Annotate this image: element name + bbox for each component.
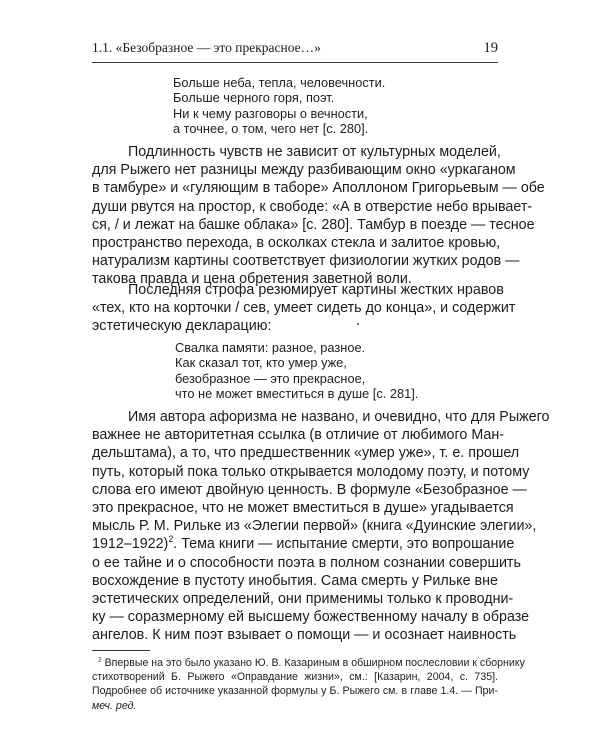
poem-line: что не может вместиться в душе [с. 281]. — [175, 386, 419, 402]
footnote-line — [92, 699, 498, 713]
paragraph-3 — [92, 408, 550, 644]
text-fragment: 1912–1922) — [92, 536, 169, 553]
text-line: натурализм картины соответствует физиологии жутких родов — — [92, 253, 520, 270]
footnote-italic-note: меч. ред. — [92, 699, 137, 712]
text-line: для Рыжего нет разницы между разбивающим окно «уркаганом — [92, 162, 516, 179]
poem-quote-1 — [173, 75, 385, 137]
header-rule — [92, 62, 498, 63]
footnote-marker: 2 — [98, 656, 102, 664]
text-line: мысль Р. М. Рильке из «Элегии первой» (книга «Дуинские элегии», — [92, 518, 537, 535]
text-line: пространство перехода, в осколках стекла и залитое кровью, — [92, 234, 501, 251]
footnote-line: Подробнее об источнике указанной формулы у Б. Рыжего см. в главе 1.4. — При- — [92, 685, 498, 698]
text-line: в тамбуре» и «гуляющим в таборе» Аполлоном Григорьевым — обе — [92, 180, 545, 197]
footnote — [92, 656, 525, 713]
poem-line: Больше неба, тепла, человечности. — [173, 75, 386, 90]
footnote-text: Впервые на это было указано Ю. В. Казариным в обширном послесловии к сборнику — [104, 657, 525, 669]
text-line: такова правда и цена обретения заветной воли. — [92, 271, 412, 288]
text-line: ся, / и лежат на башке облака» [с. 280]. Тамбур в поезде — тесное — [92, 216, 535, 233]
text-line: души рвутся на простор, к свободе: «А в отверстие небо врывает- — [92, 198, 533, 215]
running-header — [92, 40, 498, 60]
text-line: Имя автора афоризма не названо, и очевидно, что для Рыжего — [128, 409, 550, 425]
text-line: ку — соразмерному ей высшему божественному началу в образе — [92, 609, 530, 626]
text-line — [92, 534, 515, 553]
footnote-reference[interactable]: 2 — [168, 534, 174, 545]
poem-line: Ни к чему разговоры о вечности, — [173, 105, 368, 121]
text-fragment: . Тема книги — испытание смерти, это вопрошание — [173, 536, 515, 553]
text-line: ангелов. К ним поэт взывает о помощи — и осознает наивность — [92, 627, 517, 644]
text-line: дельштама), а то, что предшественник «умер уже», т. е. прошел — [92, 445, 520, 462]
footnote-line: стихотворений Б. Рыжего «Оправдание жизни», см.: [Казарин, 2004, с. 735]. — [92, 671, 498, 684]
paragraph-2 — [92, 281, 516, 336]
text-line: слова его имеют двойную ценность. В формуле «Безобразное — — [92, 481, 527, 498]
poem-quote-2 — [175, 340, 418, 402]
text-line: восхождение в пустоту инобытия. Сама смерть у Рильке вне — [92, 572, 498, 589]
text-line: Последняя строфа резюмирует картины жестких нравов — [128, 282, 504, 298]
text-line: о ее тайне и о способности поэта в полном сознании совершить — [92, 554, 521, 571]
footnote-rule — [92, 650, 150, 651]
text-line: путь, который пока только открывается молодому поэту, и потому — [92, 463, 530, 480]
poem-line: Свалка памяти: разное, разное. — [175, 340, 366, 355]
poem-line: Больше черного горя, поэт. — [173, 90, 335, 106]
text-line: это прекрасное, что не может вместиться в душе» угадывается — [92, 499, 514, 516]
poem-line: безобразное — это прекрасное, — [175, 370, 366, 386]
footnote-line — [92, 656, 525, 670]
paragraph-1 — [92, 143, 545, 289]
text-line: важнее не авторитетная ссылка (в отличие от любимого Ман- — [92, 427, 504, 444]
page-number: 19 — [483, 40, 498, 56]
running-header-title: 1.1. «Безобразное — это прекрасное…» — [92, 40, 321, 55]
poem-line: Как сказал тот, кто умер уже, — [175, 355, 347, 371]
text-line: «тех, кто на корточки / сев, умеет сидеть до конца», и содержит — [92, 300, 516, 317]
poem-line: а точнее, о том, чего нет [с. 280]. — [173, 121, 369, 137]
print-speck — [357, 323, 359, 325]
text-line: эстетических определений, они применимы только к проводни- — [92, 590, 514, 607]
text-line: Подлинность чувств не зависит от культурных моделей, — [128, 144, 501, 160]
text-line: эстетическую декларацию: — [92, 318, 272, 335]
